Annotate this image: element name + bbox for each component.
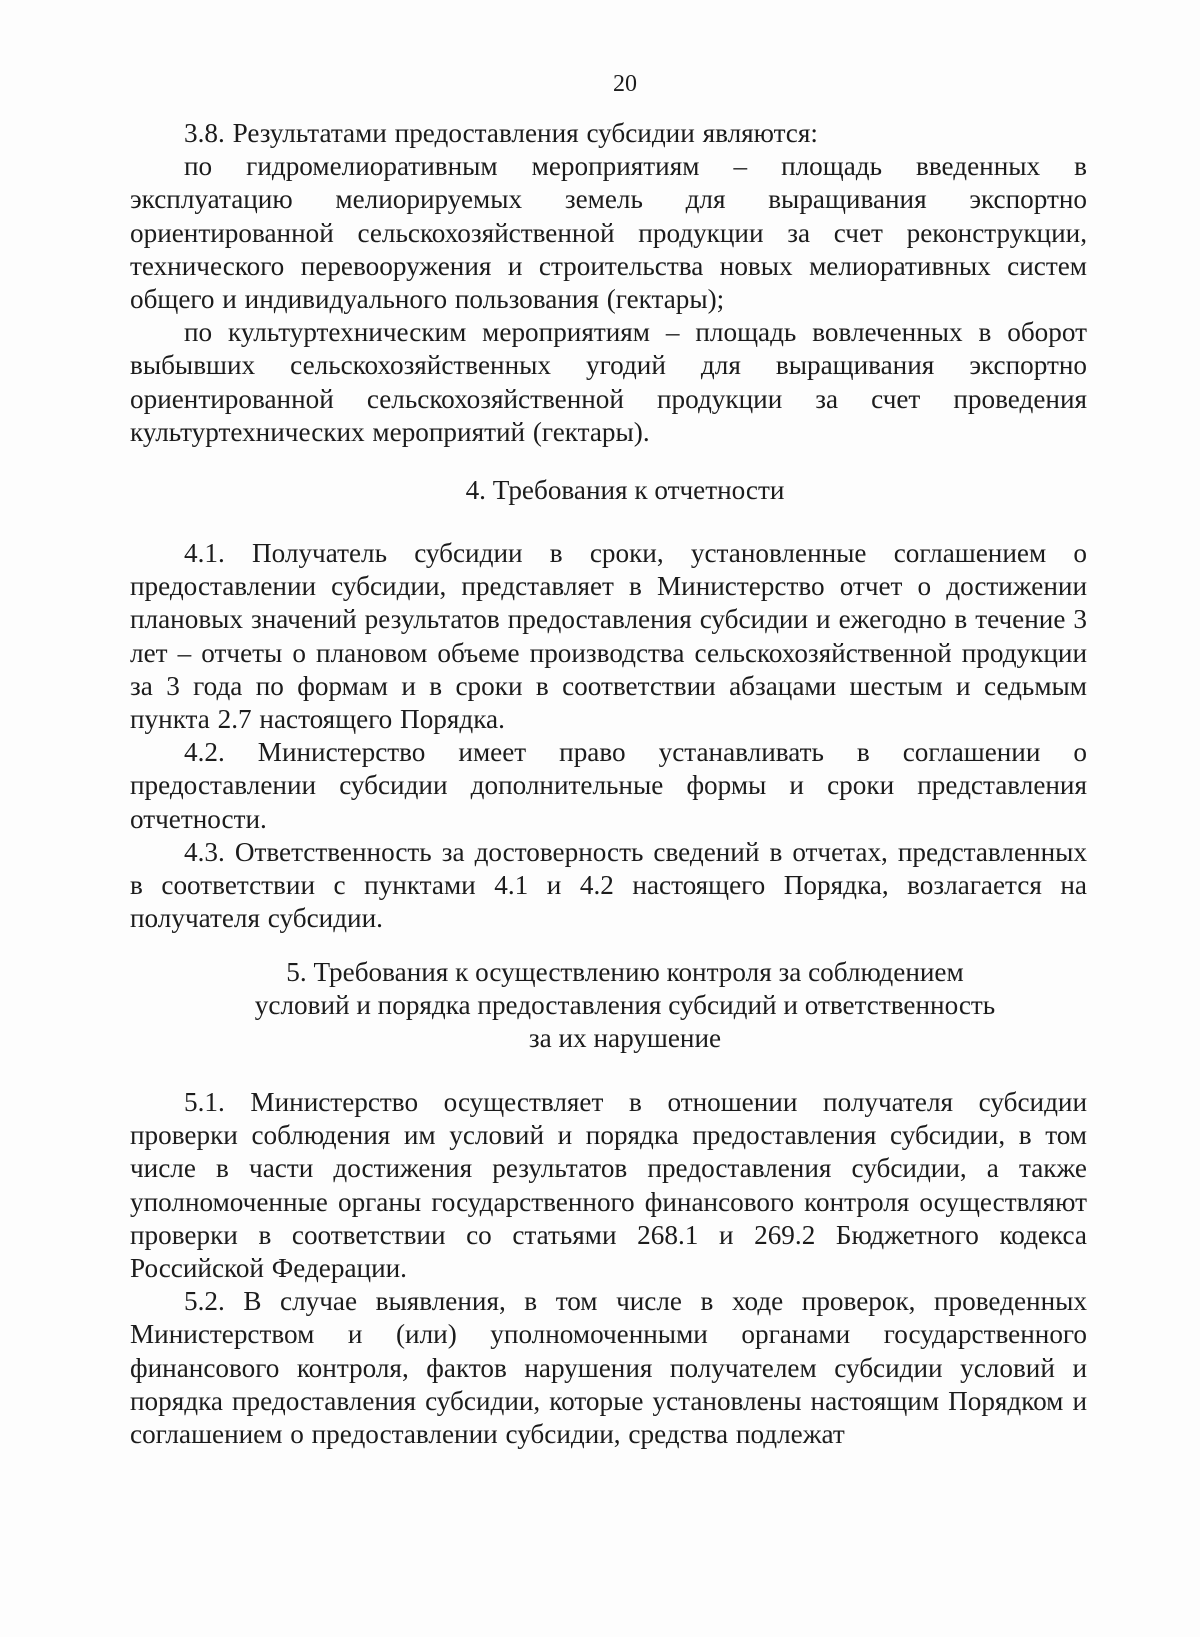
paragraph-culture-measures: по культуртехническим мероприятиям – площадь вовлеченных в оборот выбывших сельскохозяйственных угодий для выращивания экспортно ориентированной сельскохозяйственной продукции за счет проведения культуртехнических мероприятий (гектары). (130, 317, 1087, 447)
reporting-block (130, 537, 1087, 935)
paragraph-4-2: 4.2. Министерство имеет право устанавливать в соглашении о предоставлении субсидии дополнительные формы и сроки представления отчетности. (130, 737, 1087, 834)
paragraph-3-8: 3.8. Результатами предоставления субсидии являются: (184, 118, 818, 148)
paragraph-4-3: 4.3. Ответственность за достоверность сведений в отчетах, представленных в соответствии с пунктами 4.1 и 4.2 настоящего Порядка, возлагается на получателя субсидии. (130, 836, 1087, 934)
section-4-heading: 4. Требования к отчетности (465, 475, 785, 505)
paragraph-4-1: 4.1. Получатель субсидии в сроки, установленные соглашением о предоставлении субсидии, представляет в Министерство отчет о достижении плановых значений результатов предоставления субсидии и ежегодно в течение 3 лет – отчеты о плановом объеме производства сельскохозяйственной продукции за 3 года по формам и в сроки в соответствии абзацами шестым и седьмым пункта 2.7 настоящего Порядка. (130, 538, 1087, 735)
section-5-heading-line-3: за их нарушение (528, 1023, 722, 1053)
control-block (130, 1086, 1087, 1451)
paragraph-5-1: 5.1. Министерство осуществляет в отношении получателя субсидии проверки соблюдения им условий и порядка предоставления субсидии, в том числе в части достижения результатов предоставления субсидии, а также уполномоченные органы государственного финансового контроля осуществляют проверки в соответствии со статьями 268.1 и 269.2 Бюджетного кодекса Российской Федерации. (130, 1087, 1087, 1284)
page-number: 20 (613, 71, 637, 97)
section-5-heading-line-1: 5. Требования к осуществлению контроля за соблюдением (286, 957, 964, 987)
paragraph-5-2: 5.2. В случае выявления, в том числе в ходе проверок, проведенных Министерством и (или) уполномоченными органами государственного финансового контроля, фактов нарушения получателем субсидии условий и порядка предоставления субсидии, которые установлены настоящим Порядком и соглашением о предоставлении субсидии, средства подлежат (130, 1286, 1087, 1450)
section-5-heading-line-2: условий и порядка предоставления субсидий и ответственность (254, 990, 996, 1020)
section-5-heading (0, 956, 1200, 1055)
paragraph-hydro-measures: по гидромелиоративным мероприятиям – площадь введенных в эксплуатацию мелиорируемых земель для выращивания экспортно ориентированной сельскохозяйственной продукции за счет реконструкции, технического перевооружения и строительства новых мелиоративных систем общего и индивидуального пользования (гектары); (130, 151, 1087, 315)
results-block (130, 117, 1087, 449)
